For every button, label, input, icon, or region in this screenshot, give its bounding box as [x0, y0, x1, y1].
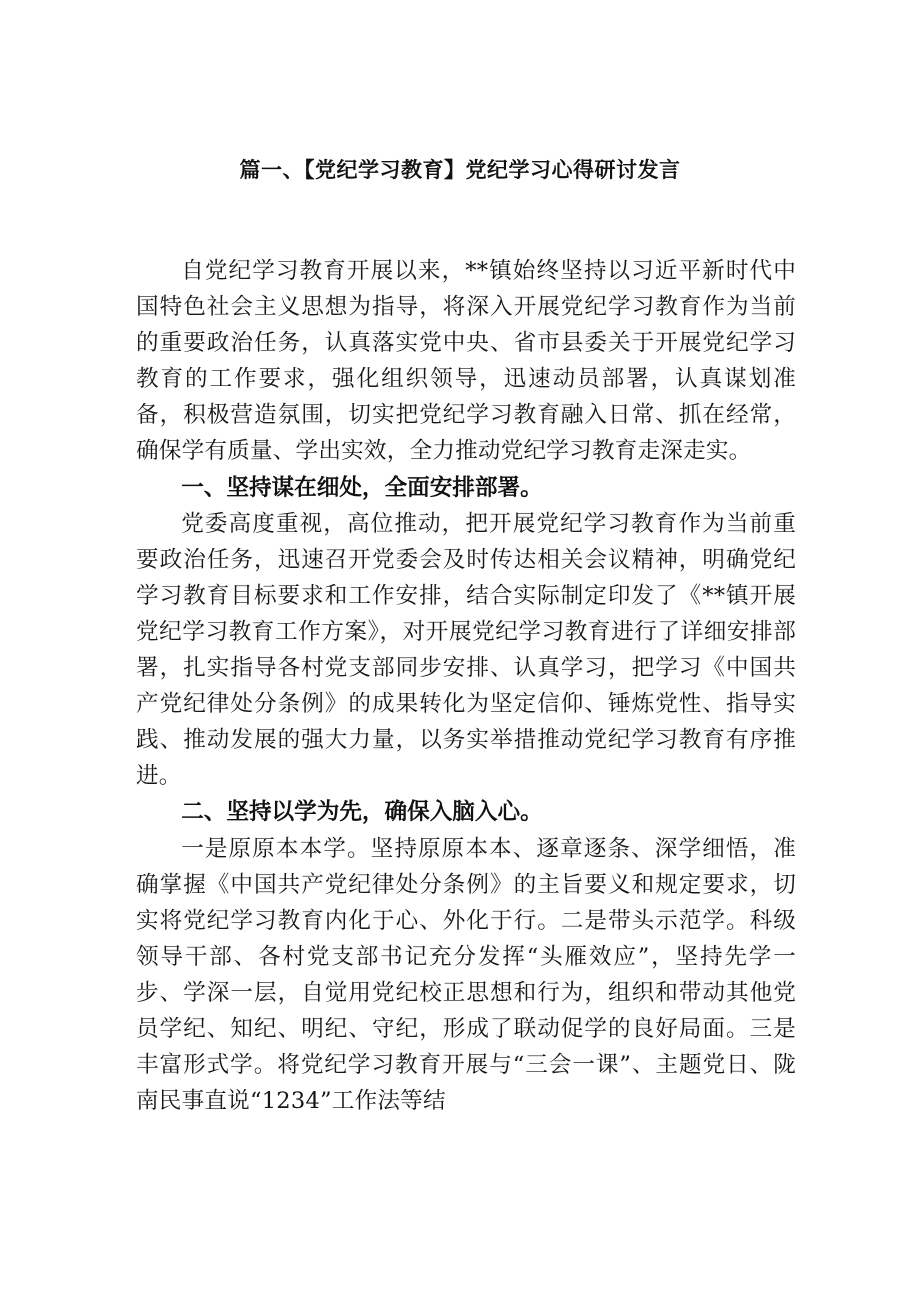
intro-paragraph: 自党纪学习教育开展以来，**镇始终坚持以习近平新时代中国特色社会主义思想为指导，将深入开展党纪学习教育作为当前的重要政治任务，认真落实党中央、省市县委关于开展党纪学习教育的工作要求，强化组织领导，迅速动员部署，认真谋划准备，积极营造氛围，切实把党纪学习教育融入日常、抓在经常，确保学有质量、学出实效，全力推动党纪学习教育走深走实。	[136, 258, 796, 465]
section-1-paragraph: 党委高度重视，高位推动，把开展党纪学习教育作为当前重要政治任务，迅速召开党委会及时传达相关会议精神，明确党纪学习教育目标要求和工作安排，结合实际制定印发了《**镇开展党纪学习教育工作方案》，对开展党纪学习教育进行了详细安排部署，扎实指导各村党支部同步安排、认真学习，把学习《中国共产党纪律处分条例》的成果转化为坚定信仰、锤炼党性、指导实践、推动发展的强大力量，以务实举措推动党纪学习教育有序推进。	[136, 510, 796, 790]
section-1-heading: 一、坚持谋在细处，全面安排部署。	[181, 474, 543, 501]
section-2-paragraph: 一是原原本本学。坚持原原本本、逐章逐条、深学细悟，准确掌握《中国共产党纪律处分条例》的主旨要义和规定要求，切实将党纪学习教育内化于心、外化于行。二是带头示范学。科级领导干部、各村党支部书记充分发挥“头雁效应”，坚持先学一步、学深一层，自觉用党纪校正思想和行为，组织和带动其他党员学纪、知纪、明纪、守纪，形成了联动促学的良好局面。三是丰富形式学。将党纪学习教育开展与“三会一课”、主题党日、陇南民事直说“1234”工作法等结	[136, 835, 796, 1115]
document-title: 篇一、【党纪学习教育】党纪学习心得研讨发言	[239, 158, 681, 182]
document-body	[136, 253, 796, 1119]
section-2-heading: 二、坚持以学为先，确保入脑入心。	[181, 799, 543, 826]
